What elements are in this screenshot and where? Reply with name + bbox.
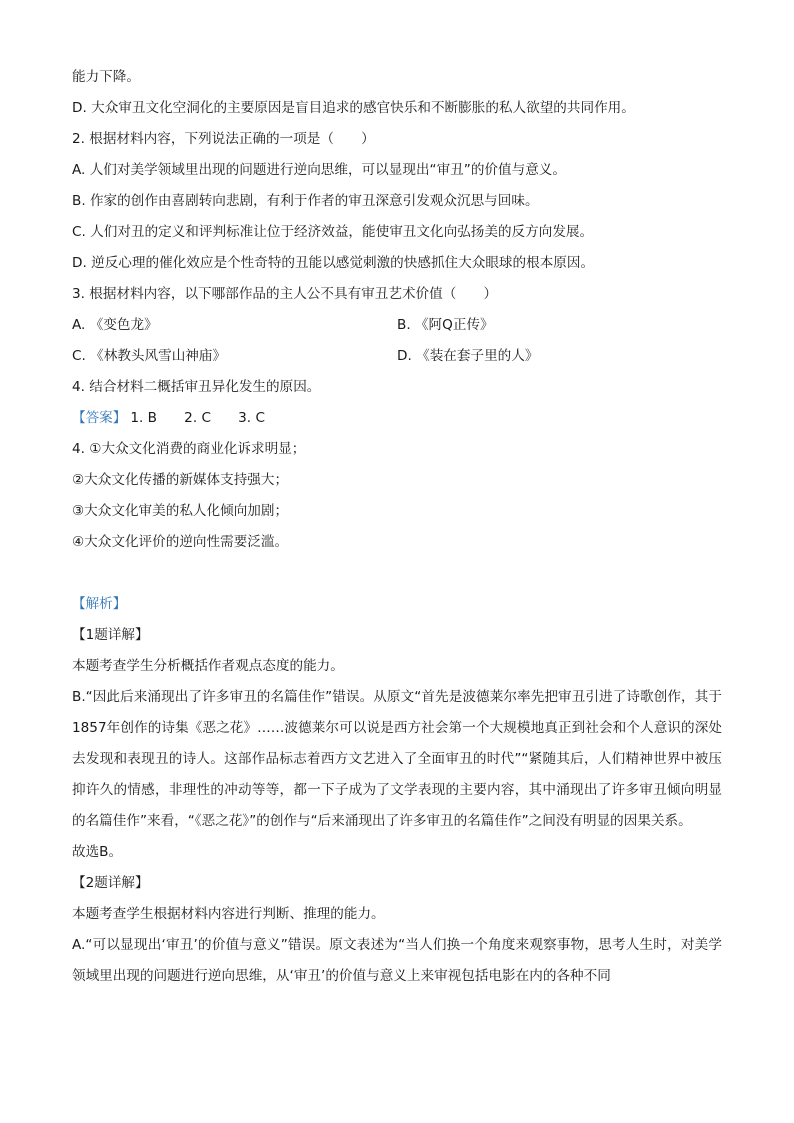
analysis-q2-body: A.“可以显现出‘审丑’的价值与意义”错误。原文表述为“当人们换一个角度来观察事物，思考人生时，对美学领域里出现的问题进行逆向思维，从‘审丑’的价值与意义上来审视包括电影在内的各种不同 <box>72 937 722 984</box>
analysis-q2-intro: 本题考查学生根据材料内容进行判断、推理的能力。 <box>72 906 385 922</box>
answer-label: 【答案】 <box>72 410 127 426</box>
q3-option-a: A. 《变色龙》 <box>72 317 158 333</box>
q2-option-a: A. 人们对美学领域里出现的问题进行逆向思维，可以显现出“审丑”的价值与意义。 <box>72 162 566 178</box>
analysis-q2-header: 【2题详解】 <box>72 875 149 891</box>
answer-q4-point-2: ②大众文化传播的新媒体支持强大； <box>72 472 289 488</box>
analysis-q1-conclusion: 故选B。 <box>72 844 123 860</box>
document-page <box>72 62 722 992</box>
q2-option-c: C. 人们对丑的定义和评判标准让位于经济效益，能使审丑文化向弘扬美的反方向发展。 <box>72 224 594 240</box>
analysis-label-text: 【解析】 <box>72 596 127 612</box>
analysis-q1-header: 【1题详解】 <box>72 627 149 643</box>
q3-option-b: B. 《阿Q正传》 <box>397 317 494 333</box>
answer-line <box>72 403 722 434</box>
q2-option-d: D. 逆反心理的催化效应是个性奇特的丑能以感觉刺激的快感抓住大众眼球的根本原因。 <box>72 255 595 271</box>
analysis-q1-body: B.“因此后来涌现出了许多审丑的名篇佳作”错误。从原文“首先是波德莱尔率先把审丑引进了诗歌创作，其于1857年创作的诗集《恶之花》……波德莱尔可以说是西方社会第一个大规模地真正到社会和个人意识的深处去发现和表现丑的诗人。这部作品标志着西方文艺进入了全面审丑的时代”“紧随其后，人们精神世界中被压抑许久的情感，非理性的冲动等等，都一下子成为了文学表现的主要内容，其中涌现出了许多审丑倾向明显的名篇佳作”来看，“《恶之花》”的创作与“后来涌现出了许多审丑的名篇佳作”之间没有明显的因果关系。 <box>72 689 722 829</box>
q2-option-b: B. 作家的创作由喜剧转向悲剧，有利于作者的审丑深意引发观众沉思与回味。 <box>72 193 539 209</box>
q3-option-d: D. 《装在套子里的人》 <box>397 348 539 364</box>
answer-q4-point-4: ④大众文化评价的逆向性需要泛滥。 <box>72 534 289 550</box>
q3-option-c: C. 《林教头风雪山神庙》 <box>72 348 227 364</box>
q3-options-row-2 <box>72 341 722 372</box>
answer-q4-point-3: ③大众文化审美的私人化倾向加剧； <box>72 503 289 519</box>
analysis-q1-intro: 本题考查学生分析概括作者观点态度的能力。 <box>72 658 344 674</box>
q4-stem: 4. 结合材料二概括审丑异化发生的原因。 <box>72 379 321 395</box>
q3-stem: 3. 根据材料内容，以下哪部作品的主人公不具有审丑艺术价值（ ） <box>72 286 498 302</box>
q1-option-d: D. 大众审丑文化空洞化的主要原因是盲目追求的感官快乐和不断膨胀的私人欲望的共同作用。 <box>72 100 635 116</box>
answer-values: 1. B 2. C 3. C <box>130 410 265 426</box>
text-line-top-fragment: 能力下降。 <box>72 69 140 85</box>
analysis-label <box>72 589 722 620</box>
section-gap <box>72 558 722 589</box>
q2-stem: 2. 根据材料内容，下列说法正确的一项是（ ） <box>72 131 375 147</box>
q3-options-row-1 <box>72 310 722 341</box>
answer-q4-intro: 4. ①大众文化消费的商业化诉求明显； <box>72 441 306 457</box>
